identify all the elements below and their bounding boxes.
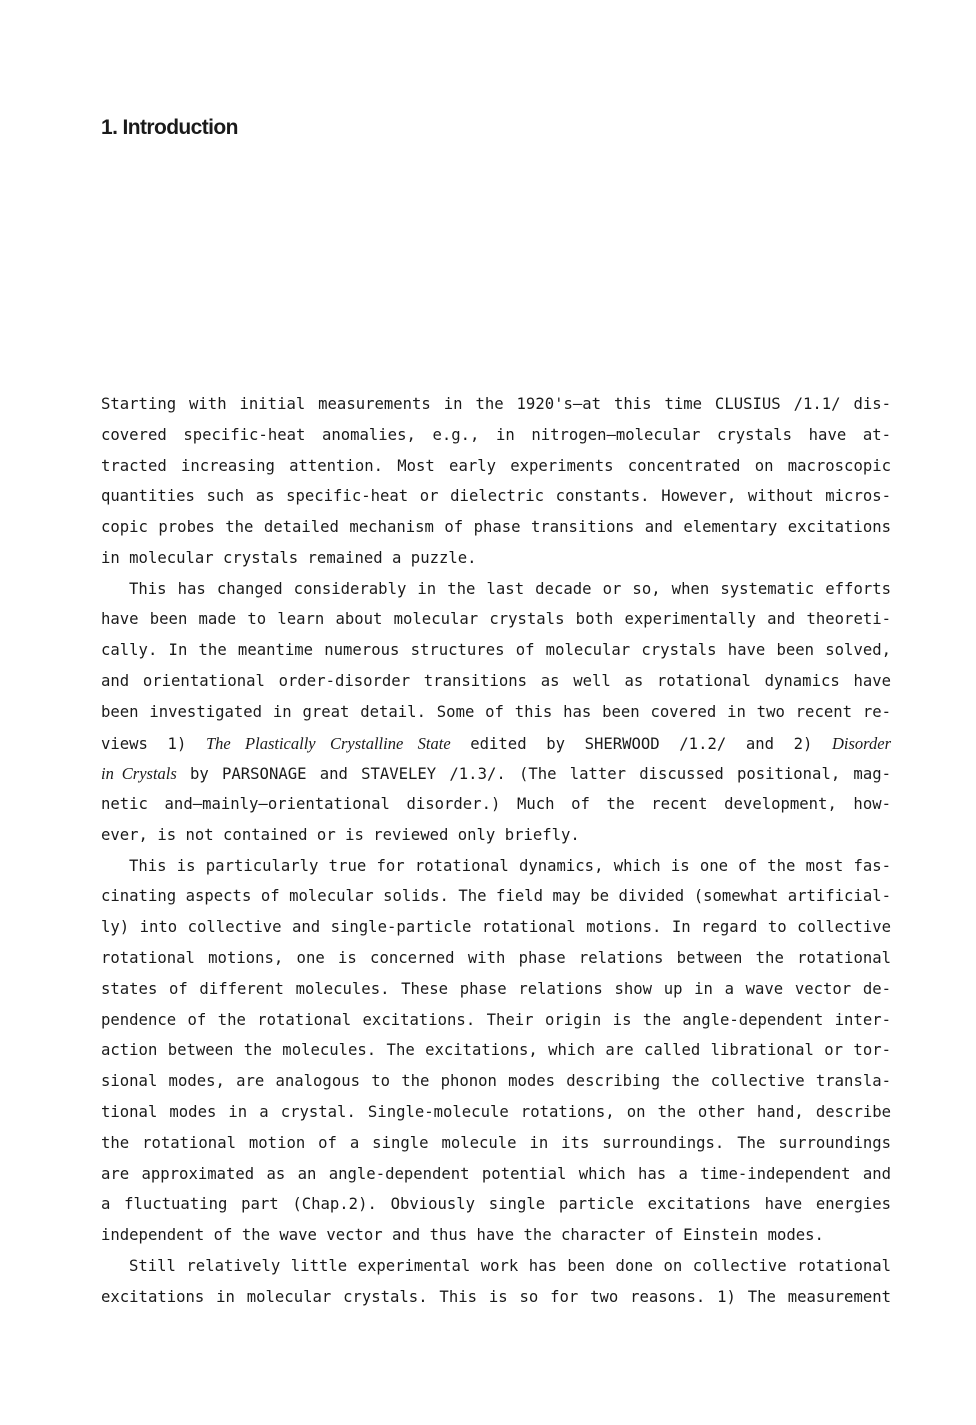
- text-line: sional modes, are analogous to the phonon modes describing the collective transla-: [101, 1072, 891, 1091]
- text-line: action between the molecules. The excitations, which are called librational or tor-: [101, 1041, 891, 1060]
- text-line: independent of the wave vector and thus have the character of Einstein modes.: [101, 1226, 824, 1245]
- text-line: copic probes the detailed mechanism of phase transitions and elementary excitations: [101, 518, 891, 537]
- text-line: the rotational motion of a single molecule in its surroundings. The surroundings: [101, 1133, 891, 1152]
- text-segment: edited by SHERWOOD /1.2/ and 2): [450, 734, 833, 753]
- text-line: and orientational order-disorder transitions as well as rotational dynamics have: [101, 672, 891, 691]
- text-line: [101, 728, 891, 759]
- text-line: been investigated in great detail. Some of this has been covered in two recent re-: [101, 702, 891, 721]
- text-line: cally. In the meantime numerous structures of molecular crystals have been solved,: [101, 641, 891, 660]
- text-line: pendence of the rotational excitations. Their origin is the angle-dependent inter-: [101, 1010, 891, 1029]
- italic-title: Disorder: [832, 733, 891, 753]
- text-line: rotational motions, one is concerned with phase relations between the rotational: [101, 949, 891, 968]
- text-line: This has changed considerably in the last decade or so, when systematic efforts: [129, 579, 891, 598]
- text-segment: by PARSONAGE and STAVELEY /1.3/. (The latter discussed positional, mag-: [176, 765, 891, 784]
- text-line: tional modes in a crystal. Single-molecule rotations, on the other hand, describe: [101, 1102, 891, 1121]
- text-line: covered specific-heat anomalies, e.g., in nitrogen—molecular crystals have at-: [101, 425, 891, 444]
- text-line: cinating aspects of molecular solids. The field may be divided (somewhat artificial-: [101, 887, 891, 906]
- text-line: netic and—mainly—orientational disorder.) Much of the recent development, how-: [101, 795, 891, 814]
- text-line: states of different molecules. These phase relations show up in a wave vector de-: [101, 979, 891, 998]
- text-line: excitations in molecular crystals. This is so for two reasons. 1) The measurement: [101, 1287, 891, 1306]
- text-line: are approximated as an angle-dependent potential which has a time-independent and: [101, 1164, 891, 1183]
- text-line: quantities such as specific-heat or dielectric constants. However, without micros-: [101, 487, 891, 506]
- text-line: This is particularly true for rotational dynamics, which is one of the most fas-: [129, 856, 891, 875]
- text-line: have been made to learn about molecular crystals both experimentally and theoreti-: [101, 610, 891, 629]
- italic-title: in Crystals: [101, 764, 177, 784]
- text-line: [101, 758, 891, 789]
- section-heading: 1. Introduction: [101, 116, 238, 139]
- text-line: Still relatively little experimental work has been done on collective rotational: [129, 1256, 891, 1275]
- text-line: Starting with initial measurements in the 1920's—at this time CLUSIUS /1.1/ dis-: [101, 395, 891, 413]
- text-segment: views 1): [101, 734, 206, 753]
- text-line: a fluctuating part (Chap.2). Obviously single particle excitations have energies: [101, 1195, 891, 1214]
- italic-title: The Plastically Crystalline State: [205, 733, 451, 753]
- text-line: ever, is not contained or is reviewed only briefly.: [101, 825, 580, 844]
- text-line: tracted increasing attention. Most early experiments concentrated on macroscopic: [101, 456, 891, 475]
- text-line: in molecular crystals remained a puzzle.: [101, 548, 477, 567]
- text-line: ly) into collective and single-particle rotational motions. In regard to collective: [101, 918, 891, 937]
